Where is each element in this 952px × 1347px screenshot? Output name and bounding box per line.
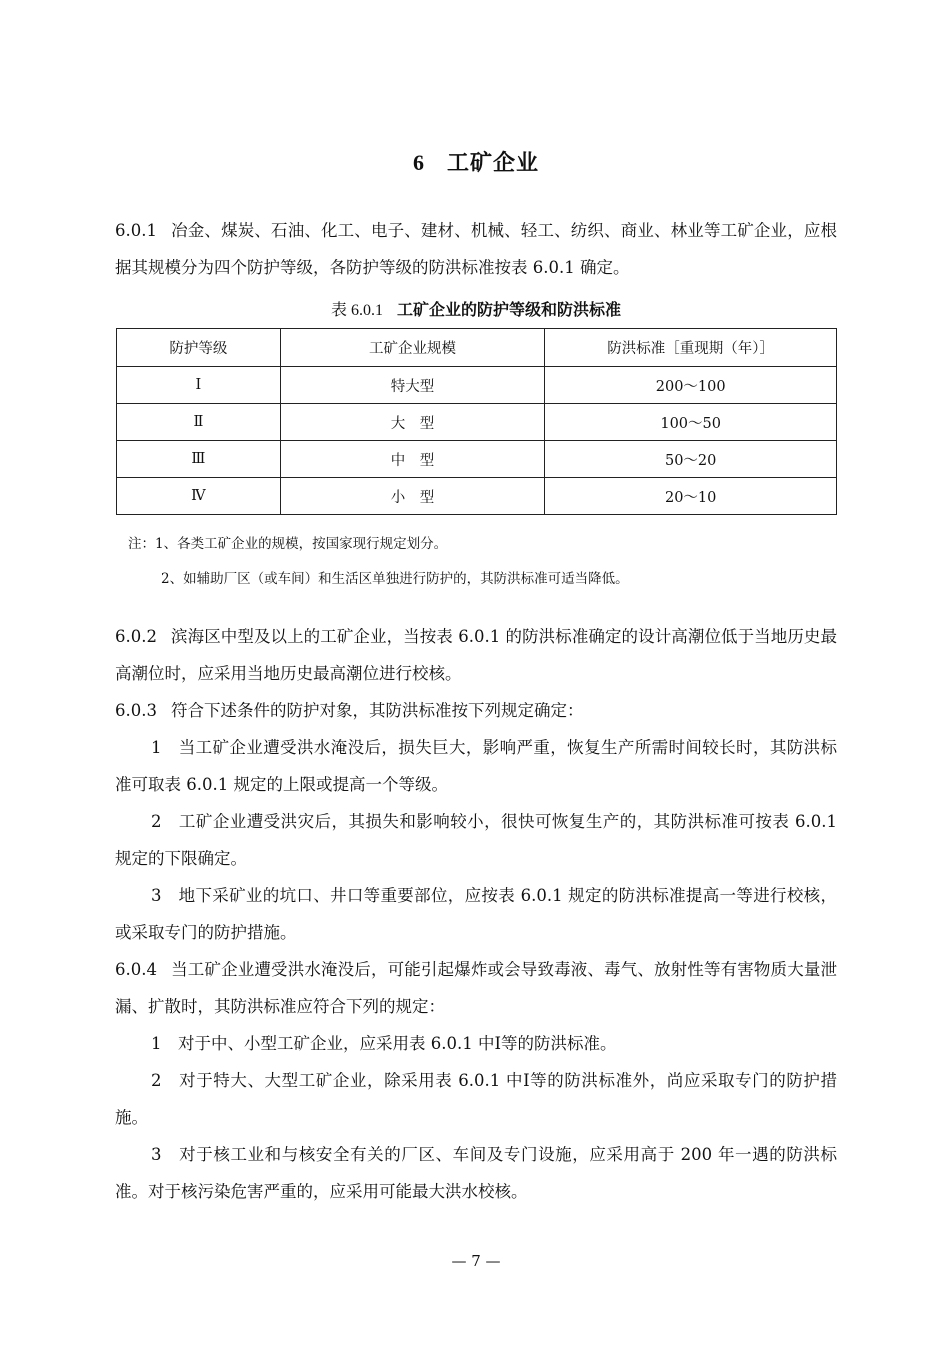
chapter-title: [0, 146, 952, 177]
table-header-cell: 防洪标准［重现期（年）］: [545, 329, 837, 367]
section-code: 6.0.3: [115, 701, 157, 720]
table-cell: 小 型: [280, 478, 545, 515]
section-6-0-1: [115, 212, 837, 286]
section-6-0-4-item-2: 2 对于特大、大型工矿企业，除采用表 6.0.1 中Ⅰ等的防洪标准外，尚应采取专门的防护措施。: [115, 1071, 837, 1127]
table-row: [117, 404, 837, 441]
protection-standard-table: [116, 328, 837, 515]
table-row: [117, 441, 837, 478]
section-6-0-4-item-3: 3 对于核工业和与核安全有关的厂区、车间及专门设施，应采用高于 200 年一遇的防洪标准。对于核污染危害严重的，应采用可能最大洪水校核。: [115, 1145, 837, 1201]
table-note-1: 注：1、各类工矿企业的规模，按国家现行规定划分。: [128, 536, 448, 552]
table-cell: Ⅲ: [117, 441, 281, 478]
section-code: 6.0.2: [115, 627, 157, 646]
table-row: [117, 478, 837, 515]
table-cell: 100～50: [545, 404, 837, 441]
table-caption: [0, 297, 952, 320]
table-cell: 20～10: [545, 478, 837, 515]
table-caption-title: 工矿企业的防护等级和防洪标准: [397, 300, 622, 319]
section-6-0-4: [115, 951, 837, 1025]
table-header-cell: 工矿企业规模: [280, 329, 545, 367]
section-text: 符合下述条件的防护对象，其防洪标准按下列规定确定：: [170, 701, 584, 720]
table-header-cell: 防护等级: [117, 329, 281, 367]
section-text: 当工矿企业遭受洪水淹没后，可能引起爆炸或会导致毒液、毒气、放射性等有害物质大量泄漏、扩散时，其防洪标准应符合下列的规定：: [115, 960, 837, 1016]
table-cell: Ⅱ: [117, 404, 281, 441]
table-header-row: [117, 329, 837, 367]
chapter-number: 6: [412, 150, 425, 175]
section-6-0-3: [115, 692, 837, 729]
table-cell: 大 型: [280, 404, 545, 441]
section-code: 6.0.4: [115, 960, 157, 979]
table-row: [117, 367, 837, 404]
page-number: — 7 —: [451, 1252, 501, 1270]
table-cell: 200～100: [545, 367, 837, 404]
section-6-0-4-item-1: 1 对于中、小型工矿企业，应采用表 6.0.1 中Ⅰ等的防洪标准。: [151, 1034, 617, 1053]
section-6-0-3-item-1: 1 当工矿企业遭受洪水淹没后，损失巨大，影响严重，恢复生产所需时间较长时，其防洪标准可取表 6.0.1 规定的上限或提高一个等级。: [115, 738, 837, 794]
section-text: 冶金、煤炭、石油、化工、电子、建材、机械、轻工、纺织、商业、林业等工矿企业，应根据其规模分为四个防护等级，各防护等级的防洪标准按表 6.0.1 确定。: [115, 221, 837, 277]
section-6-0-3-item-3: 3 地下采矿业的坑口、井口等重要部位，应按表 6.0.1 规定的防洪标准提高一等进行校核，或采取专门的防护措施。: [115, 886, 837, 942]
table-cell: Ⅰ: [117, 367, 281, 404]
chapter-name: 工矿企业: [446, 151, 539, 176]
table-cell: 特大型: [280, 367, 545, 404]
table-cell: Ⅳ: [117, 478, 281, 515]
section-6-0-2: [115, 618, 837, 692]
table-note-2: 2、如辅助厂区（或车间）和生活区单独进行防护的，其防洪标准可适当降低。: [161, 571, 629, 587]
section-text: 滨海区中型及以上的工矿企业，当按表 6.0.1 的防洪标准确定的设计高潮位低于当地历史最高潮位时，应采用当地历史最高潮位进行校核。: [115, 627, 837, 683]
table-cell: 50～20: [545, 441, 837, 478]
section-6-0-3-item-2: 2 工矿企业遭受洪灾后，其损失和影响较小，很快可恢复生产的，其防洪标准可按表 6.0.1 规定的下限确定。: [115, 812, 837, 868]
table-caption-code: 表 6.0.1: [330, 302, 383, 319]
table-cell: 中 型: [280, 441, 545, 478]
section-code: 6.0.1: [115, 221, 157, 240]
